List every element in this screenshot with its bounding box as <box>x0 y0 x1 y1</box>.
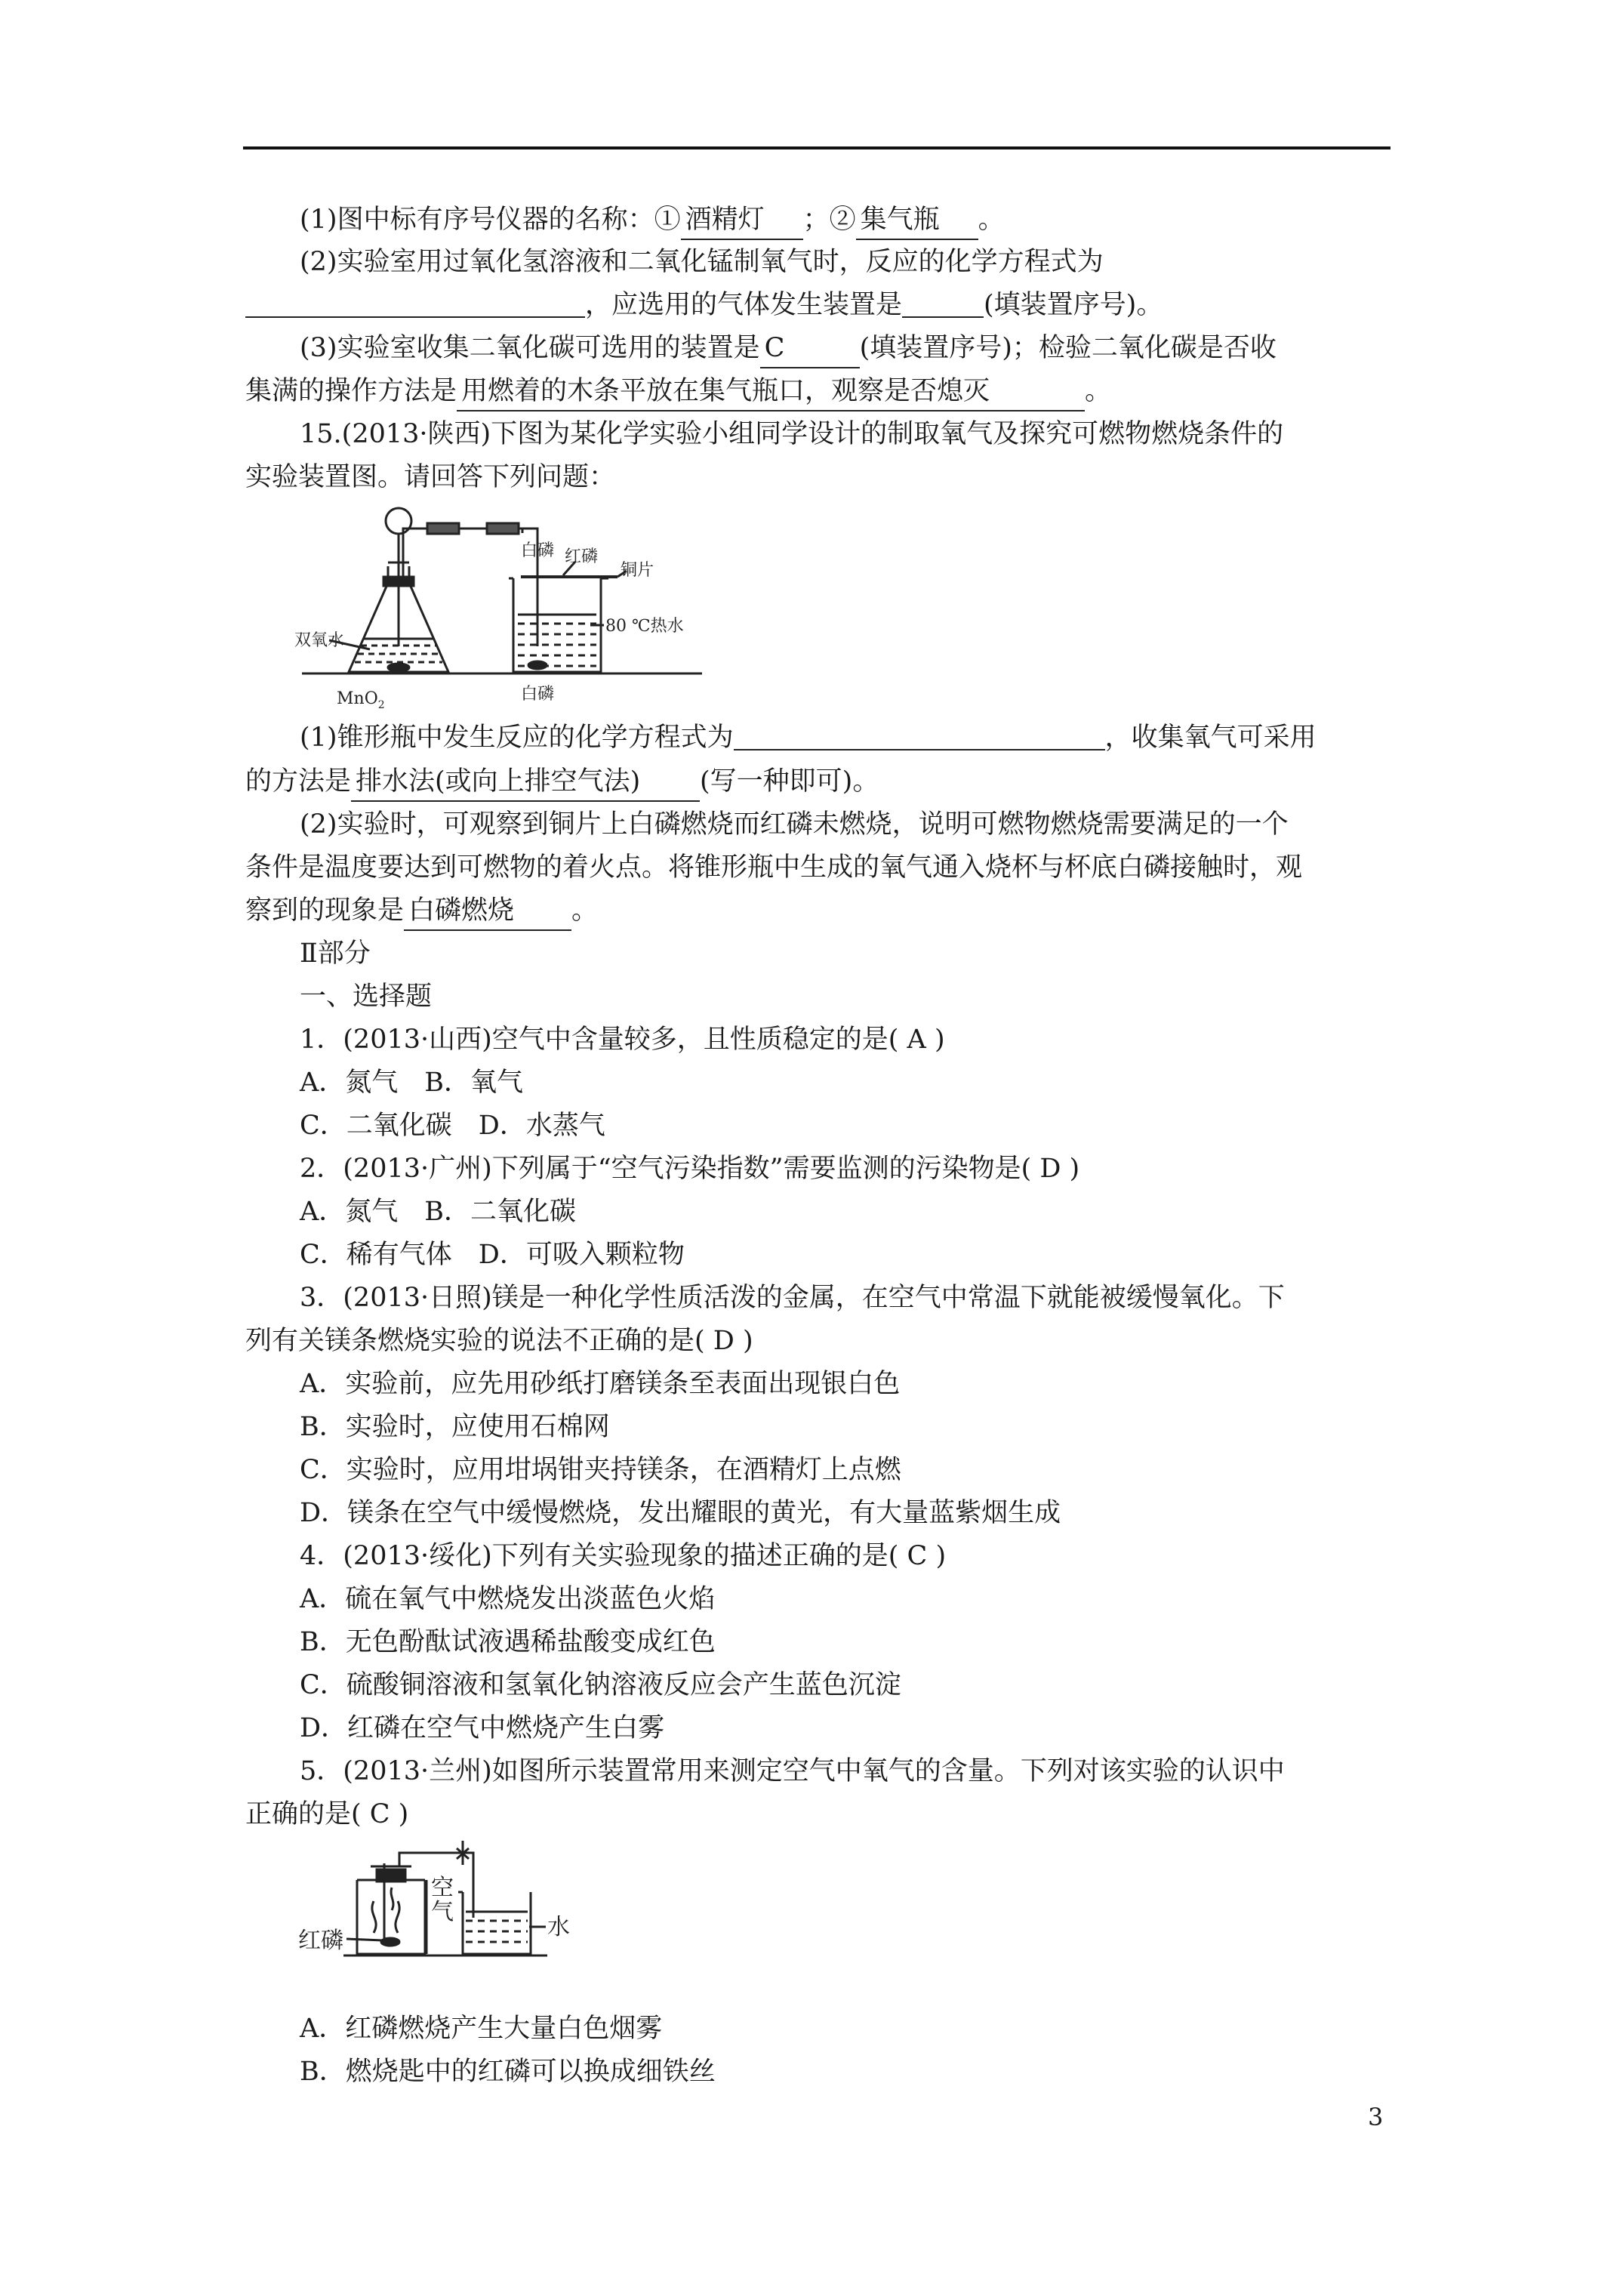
q15-sub2-line2: 条件是温度要达到可燃物的着火点。将锥形瓶中生成的氧气通入烧杯与杯底白磷接触时，观 <box>245 852 1303 883</box>
question-4-stem: 4．(2013·绥化)下列有关实验现象的描述正确的是( C ) <box>300 1541 947 1571</box>
question-4-option: C．硫酸铜溶液和氢氧化钠溶液反应会产生蓝色沉淀 <box>300 1670 901 1700</box>
question-3-option: D．镁条在空气中缓慢燃烧，发出耀眼的黄光，有大量蓝紫烟生成 <box>300 1498 1061 1528</box>
q15-apparatus-figure <box>294 498 717 710</box>
question-4-option: B．无色酚酞试液遇稀盐酸变成红色 <box>300 1627 716 1657</box>
answer-blank <box>902 283 984 318</box>
q14-sub1: (1)图中标有序号仪器的名称：① 酒精灯 ；② 集气瓶 。 <box>300 198 1005 242</box>
q14-sub3-line1: (3)实验室收集二氧化碳可选用的装置是 C (填装置序号)；检验二氧化碳是否收 <box>300 326 1277 370</box>
label-red-p: 红磷 <box>298 1928 343 1954</box>
question-1-option-line: C．二氧化碳 D．水蒸气 <box>300 1111 605 1141</box>
question-3-stem: 3．(2013·日照)镁是一种化学性质活泼的金属，在空气中常温下就能被缓慢氧化。下 <box>300 1283 1285 1313</box>
q14-sub3-line2: 集满的操作方法是 用燃着的木条平放在集气瓶口，观察是否熄灭 。 <box>245 369 1111 413</box>
answer-blank <box>734 716 1105 750</box>
question-3-option: C．实验时，应用坩埚钳夹持镁条，在酒精灯上点燃 <box>300 1455 901 1485</box>
q15-sub1-line2: 的方法是 排水法(或向上排空气法) (写一种即可)。 <box>245 760 879 803</box>
label-air-1: 空 <box>431 1875 454 1901</box>
label-air-2: 气 <box>431 1899 454 1925</box>
q15-stem-line2: 实验装置图。请回答下列问题： <box>245 462 616 492</box>
header-rule <box>243 146 1390 149</box>
label-white-p-bottom: 白磷 <box>521 685 555 704</box>
question-2-option-line: A．氮气 B．二氧化碳 <box>300 1197 576 1227</box>
section-heading: 一、选择题 <box>300 982 433 1012</box>
question-3-option: A．实验前，应先用砂纸打磨镁条至表面出现银白色 <box>300 1369 901 1399</box>
q15-sub2-line1: (2)实验时，可观察到铜片上白磷燃烧而红磷未燃烧，说明可燃物燃烧需要满足的一个 <box>300 809 1289 840</box>
question-4-option: D．红磷在空气中燃烧产生白雾 <box>300 1713 665 1743</box>
question-5-option: A．红磷燃烧产生大量白色烟雾 <box>300 2014 663 2044</box>
answer-blank: C <box>760 329 860 368</box>
label-h2o2: 双氧水 <box>294 631 345 650</box>
question-3-stem: 列有关镁条燃烧实验的说法不正确的是( D ) <box>245 1326 753 1356</box>
answer-blank <box>245 283 585 318</box>
q15-stem-line1: 15.(2013·陕西)下图为某化学实验小组同学设计的制取氧气及探究可燃物燃烧条件的 <box>300 419 1284 449</box>
label-copper: 铜片 <box>621 561 654 580</box>
q14-sub2-line1: (2)实验室用过氧化氢溶液和二氧化锰制氧气时，反应的化学方程式为 <box>300 247 1104 277</box>
answer-blank: 白磷燃烧 <box>404 892 571 931</box>
answer-blank: 用燃着的木条平放在集气瓶口，观察是否熄灭 <box>457 372 1085 411</box>
answer-blank: 排水法(或向上排空气法) <box>351 763 700 802</box>
q15-sub1-line1: (1)锥形瓶中发生反应的化学方程式为 ，收集氧气可采用 <box>300 716 1317 760</box>
page-number: 3 <box>1368 2103 1384 2131</box>
label-water: 水 <box>547 1914 570 1940</box>
question-1-stem: 1．(2013·山西)空气中含量较多，且性质稳定的是( A ) <box>300 1025 945 1055</box>
question-2-stem: 2．(2013·广州)下列属于“空气污染指数”需要监测的污染物是( D ) <box>300 1154 1080 1184</box>
question-4-option: A．硫在氧气中燃烧发出淡蓝色火焰 <box>300 1584 716 1614</box>
label-hot-water: 80 ℃热水 <box>605 617 684 636</box>
q15-sub2-line3: 察到的现象是 白磷燃烧 。 <box>245 889 598 932</box>
question-1-option-line: A．氮气 B．氧气 <box>300 1068 523 1098</box>
question-5-stem: 正确的是( C ) <box>245 1799 409 1829</box>
label-mno2: MnO$_2$ <box>337 689 385 710</box>
answer-blank: 集气瓶 <box>856 201 978 240</box>
q14-sub2-line2: ，应选用的气体发生装置是 (填装置序号)。 <box>245 283 1163 327</box>
label-white-p-top: 白磷 <box>521 541 555 560</box>
question-5-stem: 5．(2013·兰州)如图所示装置常用来测定空气中氧气的含量。下列对该实验的认识中 <box>300 1756 1285 1786</box>
question-2-option-line: C．稀有气体 D．可吸入颗粒物 <box>300 1240 685 1270</box>
label-red-p: 红磷 <box>565 547 599 566</box>
question-5-option: B．燃烧匙中的红磷可以换成细铁丝 <box>300 2057 716 2087</box>
q5-apparatus-figure <box>298 1841 600 1977</box>
question-3-option: B．实验时，应使用石棉网 <box>300 1412 610 1442</box>
answer-blank: 酒精灯 <box>681 201 803 240</box>
part2-heading: Ⅱ部分 <box>300 938 371 969</box>
